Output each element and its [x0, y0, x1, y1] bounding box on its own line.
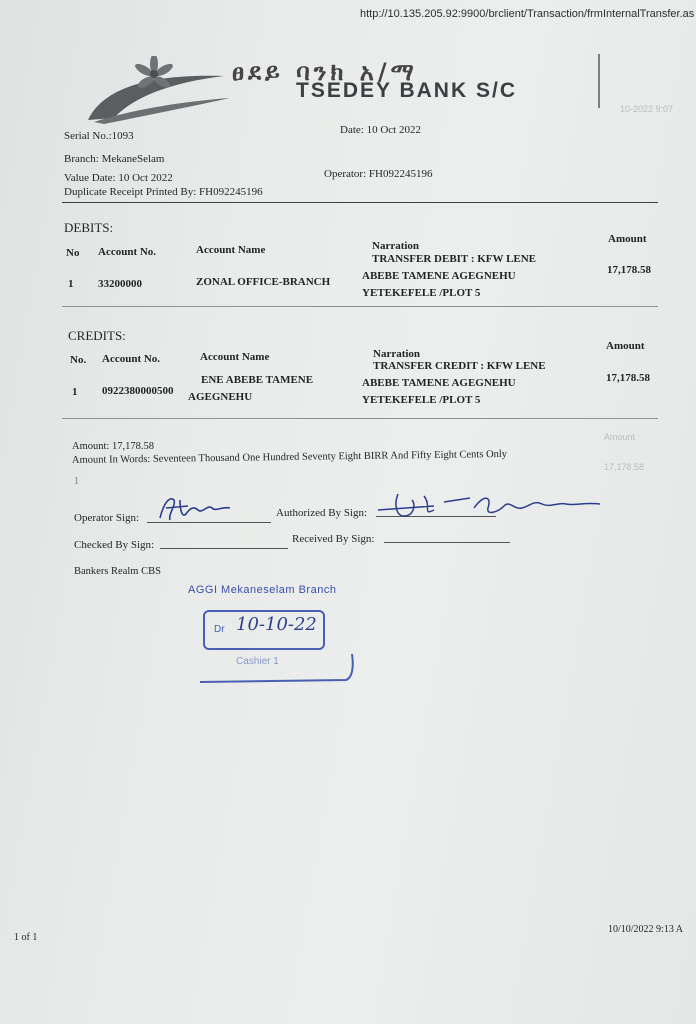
- debit-row-narration-line2: ABEBE TAMENE AGEGNEHU: [362, 270, 516, 282]
- stamp-bottom: Cashier 1: [236, 656, 279, 667]
- credits-col-amount: Amount: [606, 340, 645, 352]
- receipt-date: Date: 10 Oct 2022: [340, 124, 421, 136]
- credit-row-account-no: 0922380000500: [102, 385, 174, 397]
- page-count: 1 of 1: [14, 932, 38, 943]
- debits-divider: [62, 306, 658, 307]
- credits-col-account-name: Account Name: [200, 351, 270, 363]
- credits-divider: [62, 418, 658, 419]
- checked-sign-label: Checked By Sign:: [74, 539, 155, 551]
- debit-row-narration-line1: TRANSFER DEBIT : KFW LENE: [372, 253, 537, 265]
- operator: Operator: FH092245196: [324, 168, 433, 180]
- ghost-mark-1: 10-2022 9:07: [620, 104, 674, 114]
- credit-row-narration-line1: TRANSFER CREDIT : KFW LENE: [373, 360, 546, 372]
- summary-mark: 1: [74, 476, 79, 487]
- checked-sign-line: [160, 548, 288, 549]
- debit-row-account-name: ZONAL OFFICE-BRANCH: [196, 276, 331, 288]
- debits-col-amount: Amount: [608, 233, 647, 245]
- print-timestamp: 10/10/2022 9:13 A: [608, 924, 684, 935]
- bank-logo-icon: [84, 56, 234, 126]
- credits-col-narration: Narration: [373, 348, 421, 360]
- branch: Branch: MekaneSelam: [64, 153, 165, 165]
- header-divider: [62, 202, 658, 203]
- serial-number: Serial No.:1093: [64, 130, 134, 142]
- debit-row-no: 1: [68, 278, 74, 290]
- debits-col-account-name: Account Name: [196, 244, 266, 256]
- ghost-mark-2: Amount: [604, 432, 636, 442]
- ghost-mark-3: 17,178.58: [604, 462, 645, 472]
- credits-title: CREDITS:: [68, 328, 126, 343]
- stamp-prefix: Dr: [214, 624, 225, 635]
- value-date: Value Date: 10 Oct 2022: [64, 172, 173, 184]
- system-name: Bankers Realm CBS: [74, 566, 161, 577]
- credits-col-no: No.: [70, 354, 87, 366]
- credit-row-narration-line2: ABEBE TAMENE AGEGNEHU: [362, 377, 516, 389]
- received-sign-label: Received By Sign:: [292, 533, 375, 545]
- bank-name-amharic: ፀደይ ባንክ አ/ማ: [232, 58, 418, 86]
- debit-row-narration-line3: YETEKEFELE /PLOT 5: [362, 287, 481, 299]
- debits-col-narration: Narration: [372, 240, 420, 252]
- stamp-branch: AGGI Mekaneselam Branch: [188, 584, 337, 596]
- stamp-date: 10-10-22: [236, 614, 317, 635]
- debit-row-amount: 17,178.58: [607, 264, 651, 276]
- credit-row-account-name-line2: AGEGNEHU: [188, 391, 253, 403]
- received-sign-line: [384, 542, 510, 543]
- authorized-sign-label: Authorized By Sign:: [276, 507, 368, 519]
- credits-col-account-no: Account No.: [102, 353, 161, 365]
- operator-signature-icon: [150, 492, 250, 526]
- amount-in-words: Amount In Words: Seventeen Thousand One Hundred Seventy Eight BIRR And Fifty Eight Cents Only: [71, 448, 508, 466]
- credit-row-account-name-line1: ENE ABEBE TAMENE: [201, 374, 314, 386]
- amount-total: Amount: 17,178.58: [72, 441, 154, 452]
- credit-row-narration-line3: YETEKEFELE /PLOT 5: [362, 394, 481, 406]
- bank-name: TSEDEY BANK S/C: [296, 79, 517, 102]
- credit-row-no: 1: [72, 386, 78, 398]
- debits-title: DEBITS:: [64, 220, 114, 235]
- credit-row-amount: 17,178.58: [606, 372, 650, 384]
- page-url: http://10.135.205.92:9900/brclient/Transaction/frmInternalTransfer.as: [360, 8, 695, 20]
- debit-row-account-no: 33200000: [98, 278, 142, 290]
- operator-sign-label: Operator Sign:: [74, 512, 140, 524]
- logo-divider: [598, 54, 600, 108]
- debits-col-no: No: [66, 247, 80, 259]
- stamp-underline-icon: [196, 650, 356, 686]
- debits-col-account-no: Account No.: [98, 246, 157, 258]
- authorized-signature-icon: [374, 486, 604, 526]
- duplicate-printed-by: Duplicate Receipt Printed By: FH092245196: [64, 186, 263, 198]
